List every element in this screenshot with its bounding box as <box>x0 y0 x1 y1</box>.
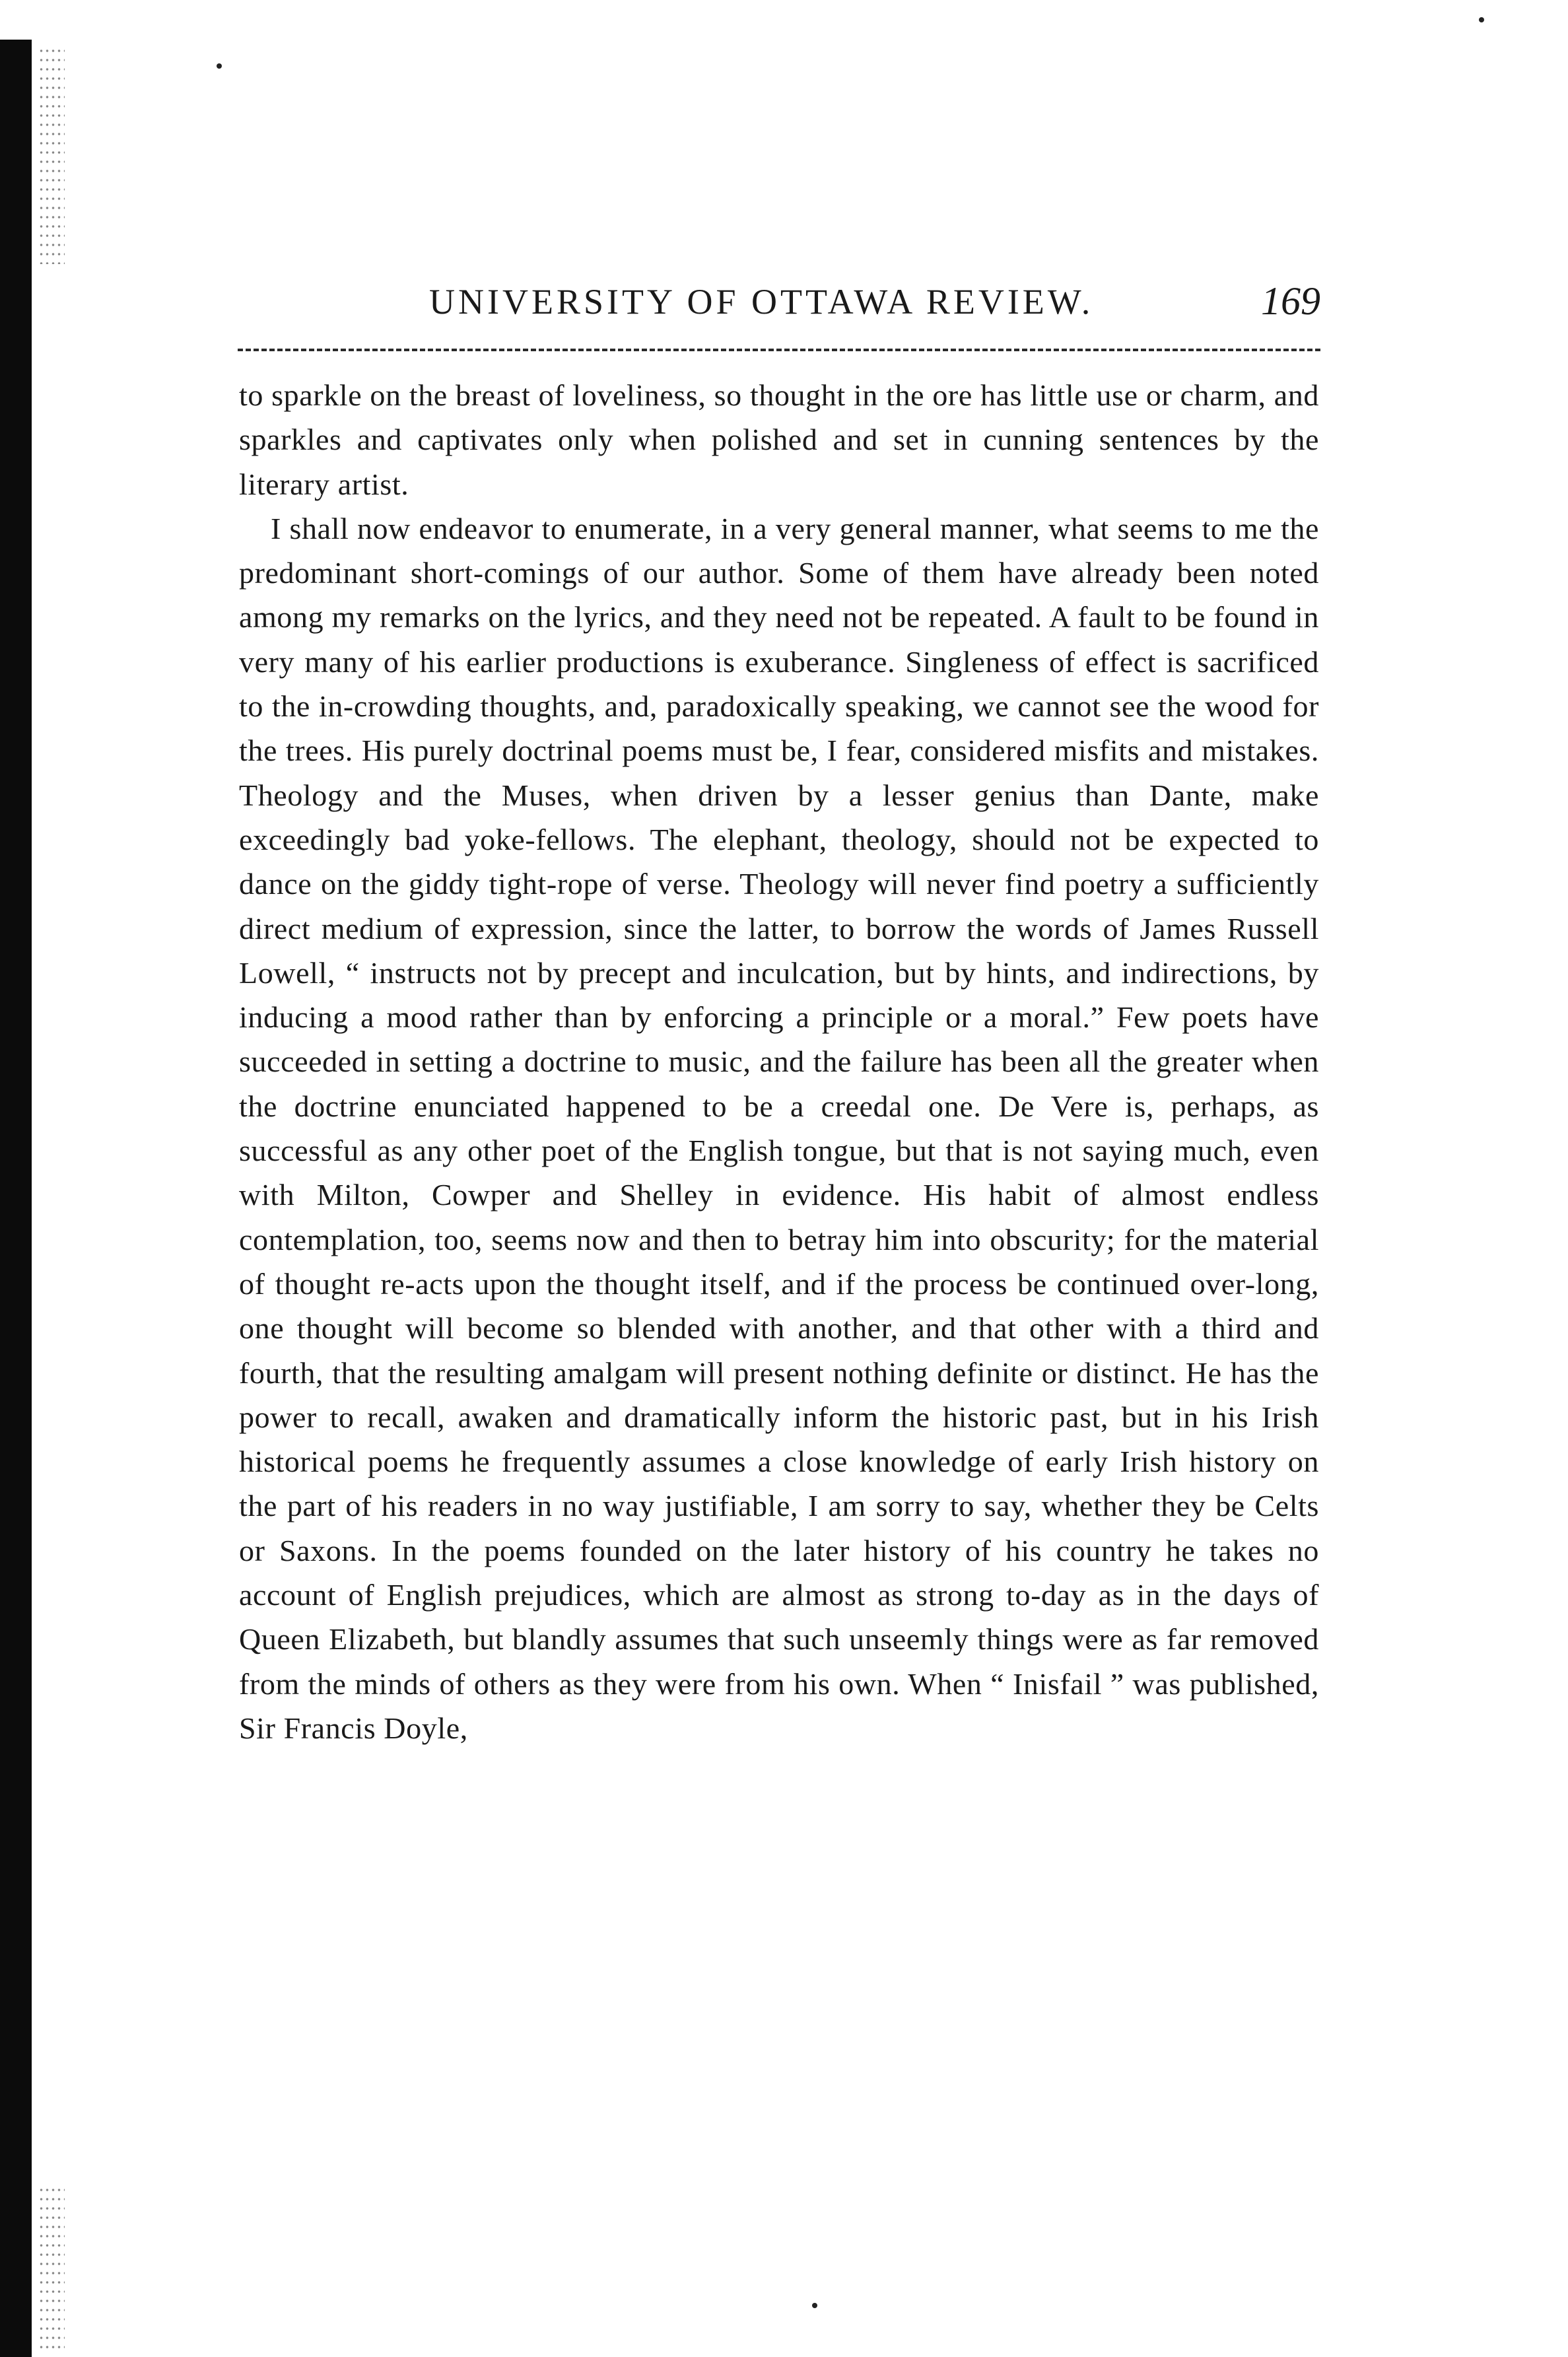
dust-speck <box>812 2303 817 2308</box>
paragraph: I shall now endeavor to enumerate, in a very general manner, what seems to me the predominant short-comings of our author. Some of them have already been noted among my remarks on the lyrics, and they need not be repeated. A fault to be found in very many of his earlier productions is exuberance. Singleness of effect is sacrificed to the in-crowding thoughts, and, paradoxically speaking, we cannot see the wood for the trees. His purely doctrinal poems must be, I fear, considered misfits and mistakes. Theology and the Muses, when driven by a lesser genius than Dante, make exceedingly bad yoke-fellows. The elephant, theology, should not be expected to dance on the giddy tight-rope of verse. Theology will never find poetry a sufficiently direct medium of expression, since the latter, to borrow the words of James Russell Lowell, “ instructs not by precept and inculcation, but by hints, and indirections, by inducing a mood rather than by enforcing a principle or a moral.” Few poets have succeeded in setting a doctrine to music, and the failure has been all the greater when the doctrine enunciated happened to be a creedal one. De Vere is, perhaps, as successful as any other poet of the English tongue, but that is not saying much, even with Milton, Cowper and Shelley in evidence. His habit of almost endless contemplation, too, seems now and then to betray him into obscurity; for the material of thought re-acts upon the thought itself, and if the process be continued over-long, one thought will become so blended with another, and that other with a third and fourth, that the resulting amalgam will present nothing definite or distinct. He has the power to recall, awaken and dramatically inform the historic past, but in his Irish historical poems he frequently assumes a close knowledge of early Irish history on the part of his readers in no way justifiable, I am sorry to say, whether they be Celts or Saxons. In the poems founded on the later history of his country he takes no account of English prejudices, which are almost as strong to-day as in the days of Queen Elizabeth, but blandly assumes that such unseemly things were as far removed from the minds of others as they were from his own. When “ Inisfail ” was published, Sir Francis Doyle, <box>239 511 1319 1745</box>
header-rule <box>238 349 1320 351</box>
dust-speck <box>1479 17 1484 22</box>
paragraph-continued: to sparkle on the breast of loveliness, so thought in the ore has little use or charm, and sparkles and captivates only when polished and set in cunning sentences by the literary artist. <box>239 378 1319 501</box>
dust-speck <box>217 63 222 69</box>
page-number: 169 <box>1261 279 1320 323</box>
scan-edge-specks-bottom <box>38 2185 65 2350</box>
scan-edge-shadow <box>0 40 32 2357</box>
page-header <box>238 276 1320 335</box>
running-title: UNIVERSITY OF OTTAWA REVIEW. <box>429 282 1094 322</box>
scan-edge-specks-top <box>38 46 65 264</box>
body-text <box>239 373 1319 1750</box>
